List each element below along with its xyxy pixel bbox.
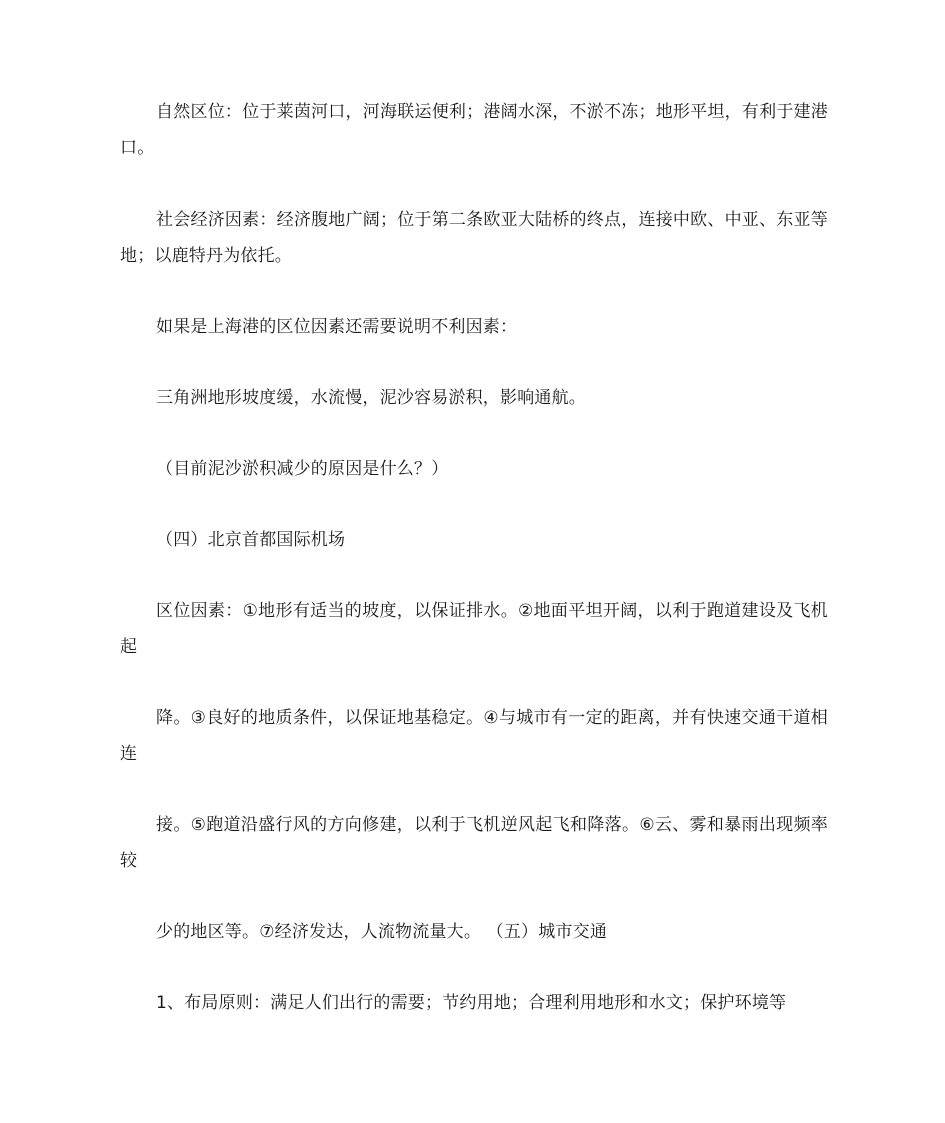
paragraph-airport-factors-1: 区位因素：①地形有适当的坡度，以保证排水。②地面平坦开阔，以利于跑道建设及飞机起	[120, 601, 828, 657]
section-heading-beijing-airport: （四）北京首都国际机场	[156, 530, 346, 550]
paragraph-airport-factors-3: 接。⑤跑道沿盛行风的方向修建，以利于飞机逆风起飞和降落。⑥云、雾和暴雨出现频率较	[120, 815, 828, 871]
paragraph-urban-transport-principles: 1、布局原则：满足人们出行的需要；节约用地；合理利用地形和水文；保护环境等	[156, 993, 787, 1013]
paragraph-delta-disadvantages: 三角洲地形坡度缓，水流慢，泥沙容易淤积，影响通航。	[156, 388, 586, 408]
paragraph-natural-location: 自然区位：位于莱茵河口，河海联运便利；港阔水深，不淤不冻；地形平坦，有利于建港口。	[120, 102, 828, 158]
paragraph-airport-factors-4: 少的地区等。⑦经济发达，人流物流量大。 （五）城市交通	[156, 922, 608, 942]
paragraph-sediment-question: （目前泥沙淤积减少的原因是什么？）	[156, 459, 449, 479]
paragraph-shanghai-port-intro: 如果是上海港的区位因素还需要说明不利因素：	[156, 317, 518, 337]
paragraph-socioeconomic-factors: 社会经济因素：经济腹地广阔；位于第二条欧亚大陆桥的终点，连接中欧、中亚、东亚等地；以鹿特丹为依托。	[120, 210, 828, 266]
paragraph-airport-factors-2: 降。③良好的地质条件，以保证地基稳定。④与城市有一定的距离，并有快速交通干道相连	[120, 708, 828, 764]
